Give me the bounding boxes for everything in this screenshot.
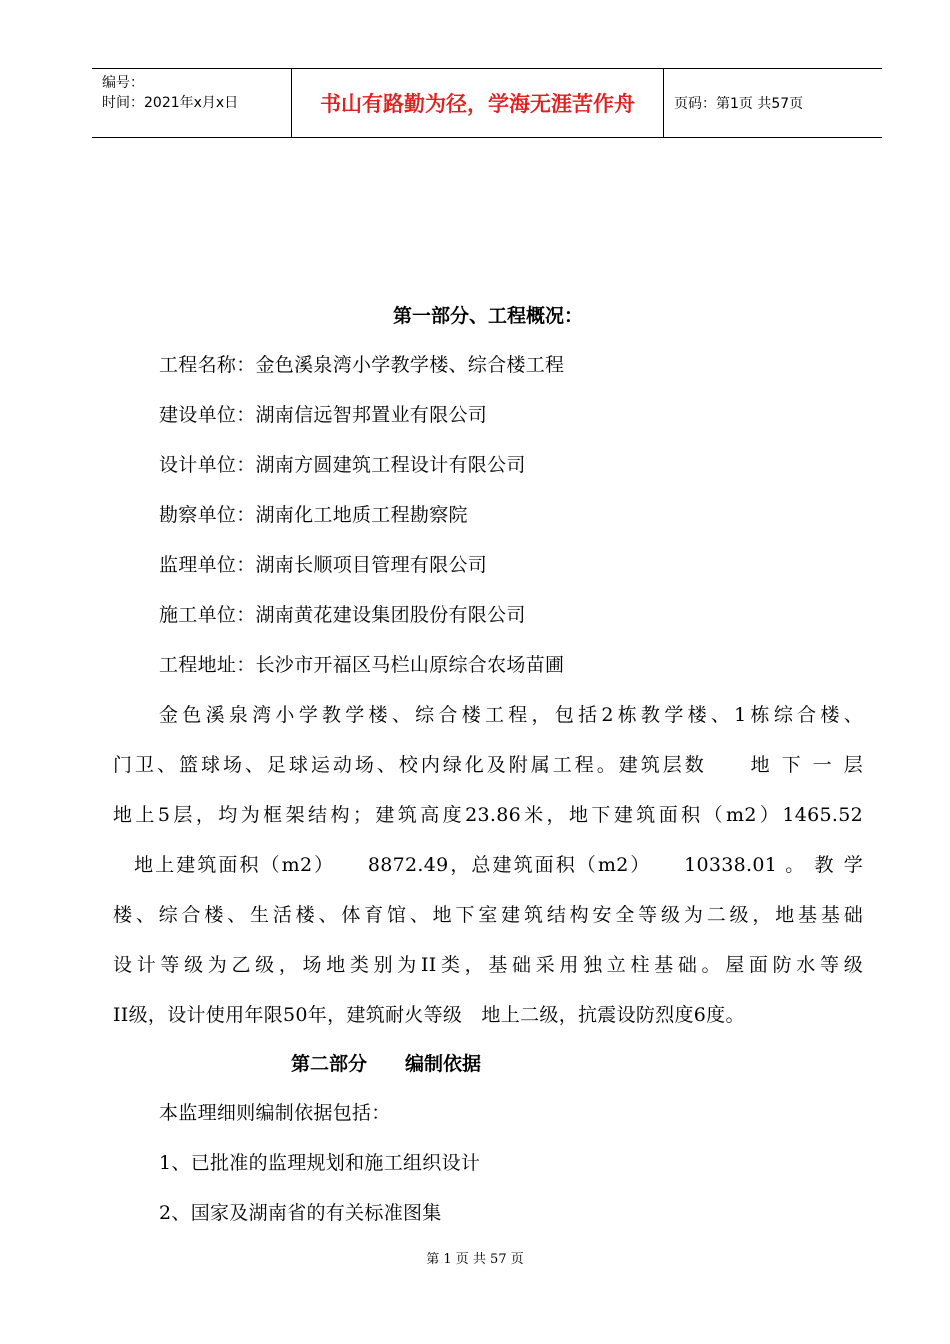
- project-address: 工程地址：长沙市开福区马栏山原综合农场苗圃: [159, 654, 565, 676]
- basis-item: 1、已批准的监理规划和施工组织设计: [159, 1152, 481, 1174]
- page-footer: 第 1 页 共 57 页: [426, 1252, 524, 1267]
- contractor-unit: 施工单位：湖南黄花建设集团股份有限公司: [159, 604, 526, 626]
- description-line: 楼、综合楼、生活楼、体育馆、地下室建筑结构安全等级为二级，地基基础: [113, 904, 863, 926]
- survey-unit: 勘察单位：湖南化工地质工程勘察院: [159, 504, 468, 526]
- construction-unit: 建设单位：湖南信远智邦置业有限公司: [159, 404, 488, 426]
- supervision-unit: 监理单位：湖南长顺项目管理有限公司: [159, 554, 488, 576]
- header-motto: 书山有路勤为径，学海无涯苦作舟: [292, 69, 664, 137]
- header-page-info: 页码：第1页 共57页: [674, 96, 804, 112]
- project-name: 工程名称：金色溪泉湾小学教学楼、综合楼工程: [159, 354, 565, 376]
- section-2-part: 第二部分: [291, 1053, 368, 1075]
- description-line: 地上5层，均为框架结构；建筑高度23.86米，地下建筑面积（m2）1465.52: [113, 804, 863, 826]
- section-2-title: [113, 1040, 863, 1088]
- description-line: 地上建筑面积（m2） 8872.49，总建筑面积（m2） 10338.01 。 教 学: [113, 854, 863, 876]
- header-meta: [92, 69, 292, 137]
- document-time-label: 时间：2021年x月x日: [102, 95, 239, 111]
- basis-intro: 本监理细则编制依据包括：: [159, 1102, 391, 1124]
- document-number-label: 编号：: [102, 75, 144, 91]
- description-line: 门卫、篮球场、足球运动场、校内绿化及附属工程。建筑层数 地 下 一 层: [113, 754, 863, 776]
- section-1-title: 第一部分、工程概况：: [392, 305, 583, 327]
- page-header: [92, 68, 882, 138]
- design-unit: 设计单位：湖南方圆建筑工程设计有限公司: [159, 454, 526, 476]
- basis-item: 2、国家及湖南省的有关标准图集: [159, 1202, 442, 1224]
- section-2-name: 编制依据: [405, 1053, 482, 1075]
- description-line: 设计等级为乙级，场地类别为II类，基础采用独立柱基础。屋面防水等级: [113, 954, 863, 976]
- description-line: II级，设计使用年限50年，建筑耐火等级 地上二级，抗震设防烈度6度。: [113, 1004, 745, 1026]
- description-line: 金色溪泉湾小学教学楼、综合楼工程，包括2栋教学楼、1栋综合楼、: [159, 704, 863, 726]
- project-description: [113, 690, 863, 1040]
- document-body: [113, 292, 863, 1238]
